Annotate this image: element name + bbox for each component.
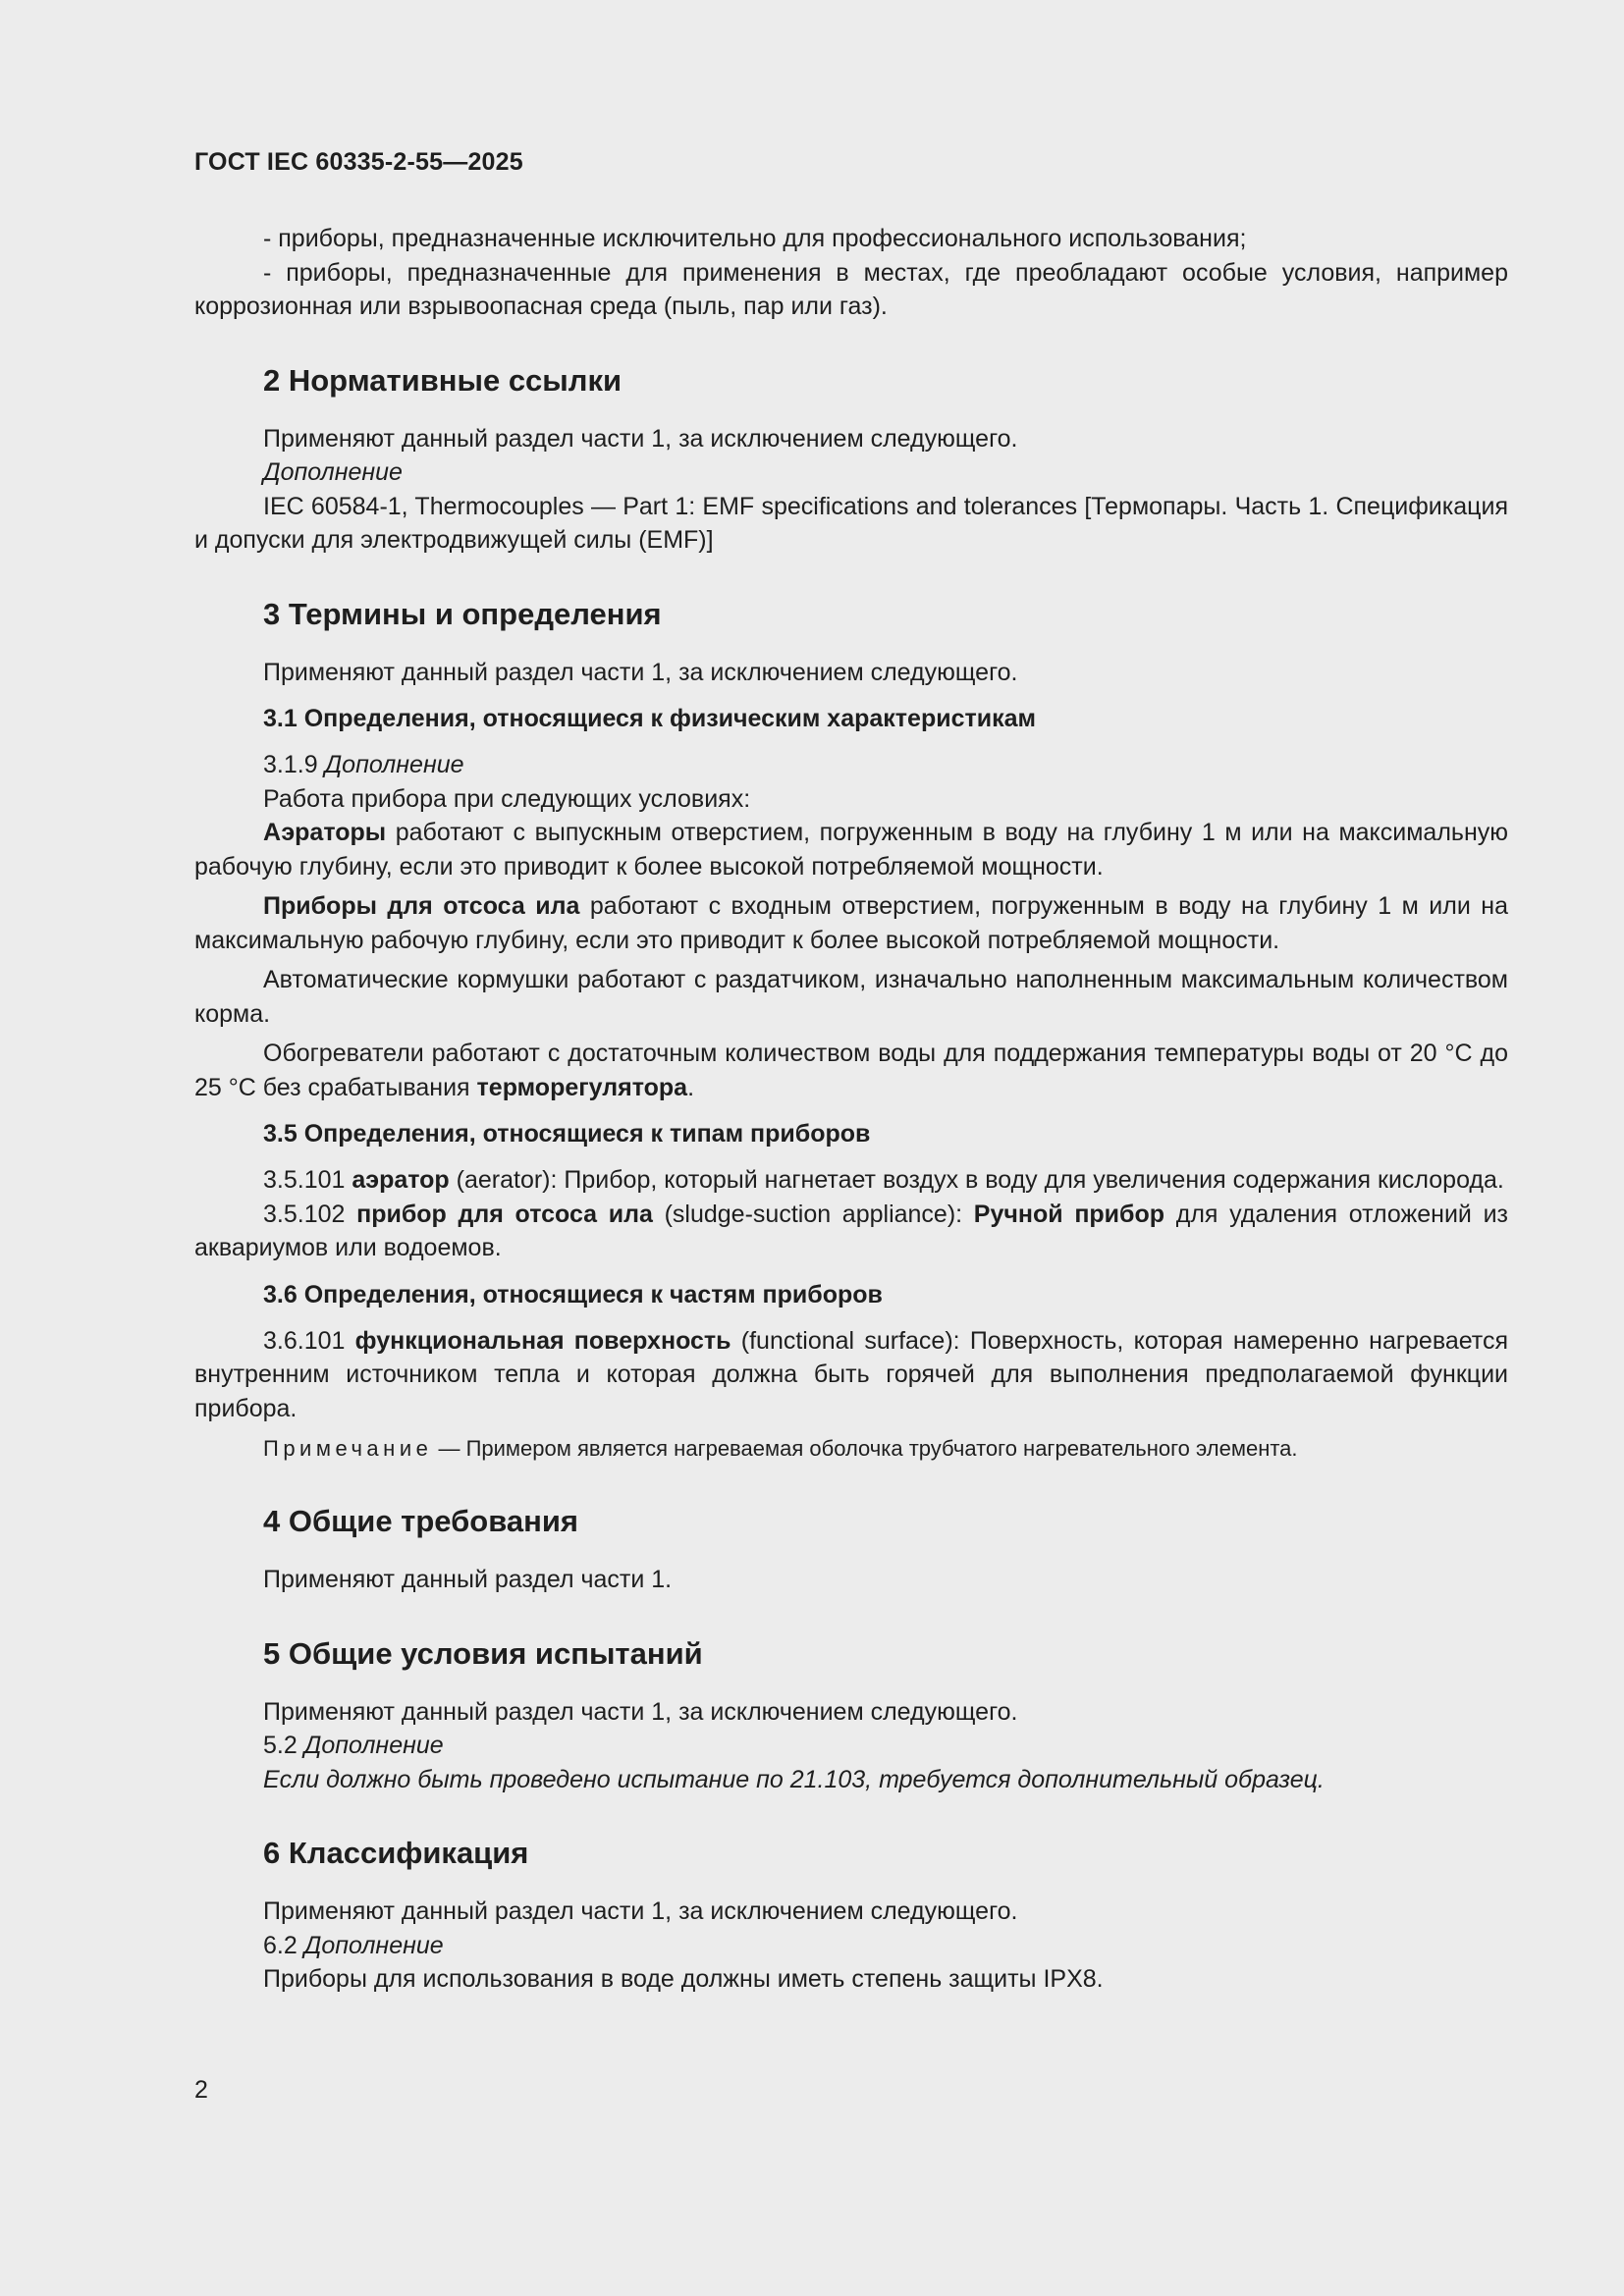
page-content bbox=[194, 145, 1508, 1997]
aerators-term: Аэраторы bbox=[263, 819, 387, 846]
clause-3-1-9-heading bbox=[194, 748, 1508, 782]
section-3-paragraph: Применяют данный раздел части 1, за исключением следующего. bbox=[263, 658, 1018, 686]
heaters-end: . bbox=[687, 1073, 695, 1101]
section-2-paragraph: Применяют данный раздел части 1, за исключением следующего. bbox=[263, 424, 1018, 453]
section-4-paragraph: Применяют данный раздел части 1. bbox=[263, 1566, 673, 1593]
subsection-3-5-title: 3.5 Определения, относящиеся к типам приборов bbox=[263, 1120, 871, 1148]
sludge-text: работают с входным отверстием, погруженным в воду на глубину 1 м или на максимальную рабочую глубину, если это приводит к более высокой потребляемой мощности. bbox=[194, 892, 1508, 954]
clause-3-1-9-number: 3.1.9 bbox=[263, 751, 318, 778]
definition-3-5-102-english: (sludge-suction appliance): bbox=[652, 1200, 974, 1228]
subsection-3-6-title: 3.6 Определения, относящиеся к частям приборов bbox=[263, 1280, 883, 1308]
definition-3-5-102-term: прибор для отсоса ила bbox=[356, 1200, 653, 1228]
section-6-paragraph: Применяют данный раздел части 1, за исключением следующего. bbox=[263, 1897, 1018, 1925]
subsection-3-1-title: 3.1 Определения, относящиеся к физическим характеристикам bbox=[263, 705, 1037, 732]
clause-6-2-heading bbox=[194, 1929, 1508, 1963]
clause-5-2-addition-label: Дополнение bbox=[303, 1732, 444, 1759]
definition-3-5-101-text: (aerator): Прибор, который нагнетает воздух в воду для увеличения содержания кислорода. bbox=[449, 1166, 1504, 1194]
clause-3-1-9-addition-label: Дополнение bbox=[324, 751, 464, 778]
heaters-text: Обогреватели работают с достаточным количеством воды для поддержания температуры воды от 20 °C до 25 °C без срабатывания bbox=[194, 1040, 1508, 1101]
definition-3-5-101-number: 3.5.101 bbox=[263, 1166, 352, 1194]
intro-item-2: - приборы, предназначенные для применения в местах, где преобладают особые условия, например коррозионная или взрывоопасная среда (пыль, пар или газ). bbox=[194, 258, 1508, 320]
definition-3-5-101-term: аэратор bbox=[352, 1166, 450, 1194]
section-4-title: 4 Общие требования bbox=[263, 1504, 578, 1538]
clause-5-2-text: Если должно быть проведено испытание по 21.103, требуется дополнительный образец. bbox=[263, 1765, 1325, 1793]
section-2-addition-label: Дополнение bbox=[263, 458, 403, 486]
definition-3-5-102-text: для удаления отложений из аквариумов или водоемов. bbox=[194, 1200, 1508, 1261]
definition-3-6-101-number: 3.6.101 bbox=[263, 1326, 355, 1355]
clause-3-1-9-intro: Работа прибора при следующих условиях: bbox=[263, 784, 751, 813]
intro-item-1: - приборы, предназначенные исключительно для профессионального использования; bbox=[263, 225, 1247, 252]
clause-6-2-text: Приборы для использования в воде должны иметь степень защиты IPX8. bbox=[263, 1965, 1104, 1993]
definition-3-5-102-number: 3.5.102 bbox=[263, 1200, 357, 1228]
aerators-text: работают с выпускным отверстием, погруженным в воду на глубину 1 м или на максимальную рабочую глубину, если это приводит к более высокой потребляемой мощности. bbox=[194, 819, 1508, 881]
heaters-paragraph bbox=[194, 1037, 1508, 1104]
sludge-paragraph bbox=[194, 889, 1508, 957]
definition-3-5-102 bbox=[194, 1198, 1508, 1265]
clause-6-2-number: 6.2 bbox=[263, 1931, 298, 1959]
clause-5-2-number: 5.2 bbox=[263, 1732, 298, 1759]
clause-5-2-heading bbox=[194, 1729, 1508, 1763]
definition-3-5-102-term-2: Ручной прибор bbox=[973, 1200, 1165, 1228]
note-text: — Примером является нагреваемая оболочка трубчатого нагревательного элемента. bbox=[432, 1436, 1298, 1461]
definition-3-6-101 bbox=[194, 1324, 1508, 1426]
feeders-paragraph: Автоматические кормушки работают с раздатчиком, изначально наполненным максимальным количеством корма. bbox=[194, 966, 1508, 1028]
document-header: ГОСТ IEC 60335-2-55—2025 bbox=[194, 148, 523, 176]
aerators-paragraph bbox=[194, 816, 1508, 883]
note-3-6-101 bbox=[194, 1433, 1508, 1465]
section-5-title: 5 Общие условия испытаний bbox=[263, 1635, 703, 1671]
definition-3-5-101 bbox=[194, 1163, 1508, 1198]
section-6-title: 6 Классификация bbox=[263, 1836, 529, 1870]
section-5-paragraph: Применяют данный раздел части 1, за исключением следующего. bbox=[263, 1697, 1018, 1726]
note-label: Примечание bbox=[263, 1436, 433, 1461]
heaters-term: терморегулятора bbox=[476, 1073, 688, 1101]
page-number: 2 bbox=[194, 2076, 208, 2104]
definition-3-6-101-text: (functional surface): Поверхность, которая намеренно нагревается внутренним источником тепла и которая должна быть горячей для выполнения предполагаемой функции прибора. bbox=[194, 1326, 1509, 1422]
section-3-title: 3 Термины и определения bbox=[263, 596, 662, 631]
sludge-term: Приборы для отсоса ила bbox=[263, 892, 580, 920]
section-2-title: 2 Нормативные ссылки bbox=[263, 362, 623, 398]
clause-6-2-addition-label: Дополнение bbox=[303, 1931, 444, 1959]
section-2-reference: IEC 60584-1, Thermocouples — Part 1: EMF specifications and tolerances [Термопары. Часть 1. Спецификация и допуски для электродвижущей силы (EMF)] bbox=[194, 492, 1508, 554]
definition-3-6-101-term: функциональная поверхность bbox=[354, 1326, 731, 1355]
